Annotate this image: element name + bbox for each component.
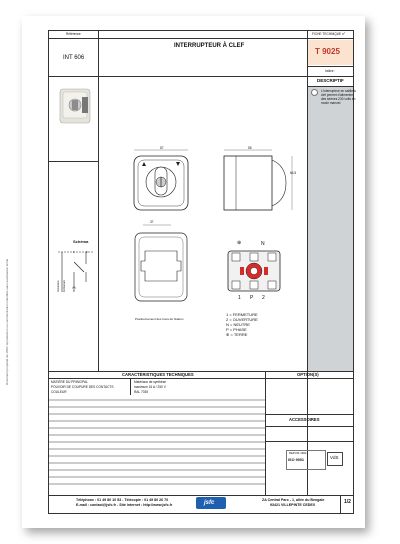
legend-line-5: ⊕ = TERRE [226,332,248,337]
terminal-label-2: 2 [262,295,265,301]
footer-address-1: ZA Central Parc - 1, allée du Bengale [262,498,325,502]
char-value-1: Matériaux de synthèse [134,380,167,384]
accessories-heading: ACCESSOIRES [289,417,320,422]
cert-top: DEPUIS 1994 [289,451,307,455]
char-label-2: POUVOIR DE COUPURE DES CONTACTS [51,385,114,389]
char-value-3: RAL 7035 [134,390,149,394]
drawing-caption: Positionnement des trous de fixation [135,317,184,321]
descriptif-line-2: clef permet d'alimenter [321,93,354,97]
char-label-3: COULEUR [51,390,67,394]
info-icon [311,89,318,96]
schema-label-ouverture: Ouverture [57,280,60,292]
side-view-drawing [220,146,300,214]
product-photo [57,83,93,155]
descriptif-line-1: L'interrupteur en saillie à [321,89,356,93]
schema-label-fermeture: Fermeture [63,280,66,292]
legend-line-4: P = PHASE [226,327,247,332]
legend-line-3: N = NEUTRE [226,322,250,327]
char-value-2: maximum 16 A / 250 V [134,385,166,389]
descriptif-heading: DESCRIPTIF [317,78,344,83]
legend-line-1: 1 = FERMETURE [226,312,258,317]
dim-side-height: 64.5 [290,171,297,175]
schema-title: Schéma [73,239,89,244]
front-view-drawing [128,146,198,214]
page-title: INTERRUPTEUR À CLEF [174,43,245,49]
descriptif-line-4: mode manuel. [321,101,342,105]
back-view-drawing [131,221,191,311]
logo-text: jsfc [204,500,215,506]
cert-iso: ISO 9001 [288,458,305,462]
dim-back-width: 37 [150,220,154,224]
index-label: Indice : [325,69,336,73]
page-number: 1/2 [344,499,351,505]
dim-top-width: 57 [160,146,164,150]
wiring-schematic [56,248,96,304]
descriptif-panel [308,87,356,371]
terminal-block-drawing [226,249,282,293]
characteristics-rows [48,395,265,495]
char-label-1: MATIÈRE DU PRINCIPAL [51,380,88,384]
terminal-label-1: 1 [238,295,241,301]
schema-label-2: 2 [86,250,88,254]
options-heading: OPTION(S) [297,372,319,377]
characteristics-heading: CARACTÉRISTIQUES TECHNIQUES [122,372,194,377]
footer-phone: Téléphone : 01 49 80 10 53 - Télécopie : 01 49 80 26 70 [76,498,169,502]
reference-value: INT 606 [63,55,85,61]
terminal-label-p: P [250,295,254,301]
sheet-number: T 9025 [315,47,340,56]
side-disclaimer: Document propriété de JSFC reproduction ou communication interdites sans autorisation écrite [5,258,9,385]
cert-mark: VdS [330,455,339,460]
descriptif-line-3: des sirènes 230 volts en [321,97,356,101]
schema-label-1: 1 [73,250,75,254]
terminal-n-label: N [261,241,265,247]
footer-email: E-mail : contact@jsfc.fr - Site internet : http://www.jsfc.fr [76,503,173,507]
footer-address-2: 93421 VILLEPINTE CEDEX [270,503,316,507]
earth-symbol: ⊕ [237,240,242,246]
schema-label-p: P [73,289,76,293]
dim-side-width: 55 [248,146,252,150]
legend-line-2: 2 = OUVERTURE [226,317,258,322]
reference-label: Référence [66,32,81,36]
sheet-label: FICHE TECHNIQUE n° [312,32,346,36]
